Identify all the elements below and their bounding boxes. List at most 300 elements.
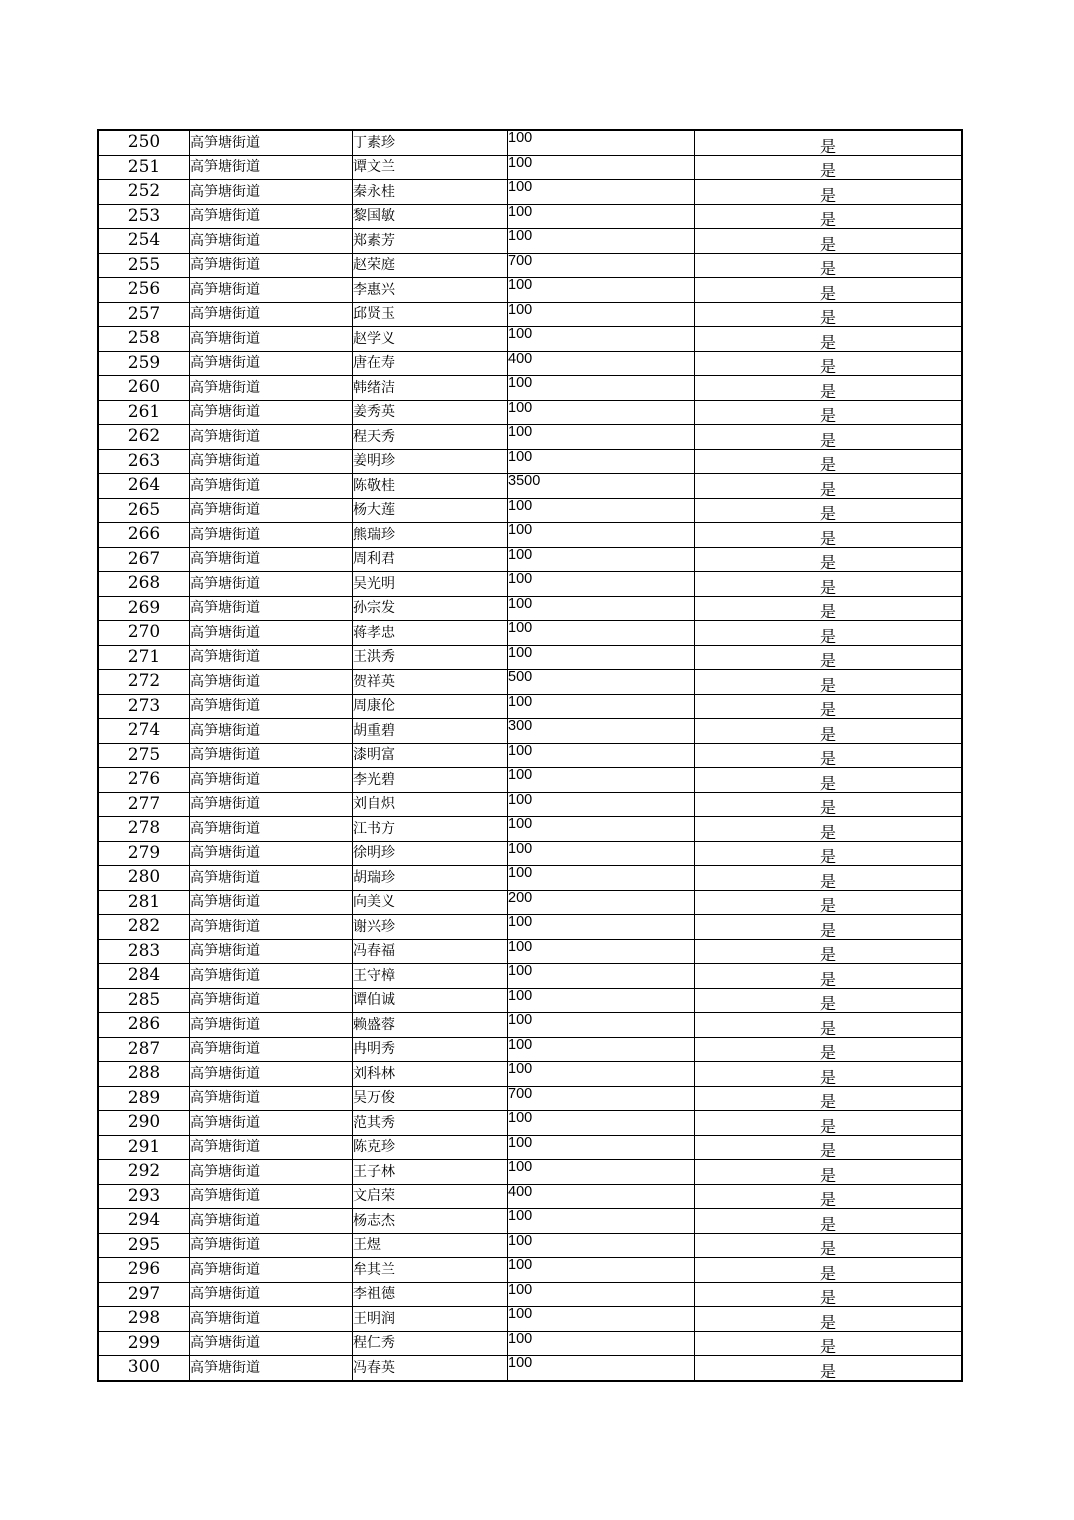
- row-number-cell: 297: [98, 1282, 190, 1307]
- table-row: [98, 1013, 962, 1038]
- status-cell: 是: [695, 1331, 963, 1356]
- amount-cell: 700: [508, 1086, 695, 1111]
- person-name-cell: 程天秀: [353, 425, 508, 450]
- amount-cell: 100: [508, 1209, 695, 1234]
- amount-cell: 100: [508, 1356, 695, 1381]
- table-row: [98, 376, 962, 401]
- status-cell: 是: [695, 768, 963, 793]
- row-number-cell: 293: [98, 1184, 190, 1209]
- amount-cell: 100: [508, 1233, 695, 1258]
- person-name-cell: 范其秀: [353, 1111, 508, 1136]
- amount-cell: 100: [508, 523, 695, 548]
- person-name-cell: 胡瑞珍: [353, 866, 508, 891]
- person-name-cell: 冯春福: [353, 939, 508, 964]
- street-cell: 高笋塘街道: [190, 964, 353, 989]
- street-cell: 高笋塘街道: [190, 229, 353, 254]
- person-name-cell: 姜明珍: [353, 449, 508, 474]
- table-row: [98, 1037, 962, 1062]
- row-number-cell: 279: [98, 841, 190, 866]
- person-name-cell: 谭文兰: [353, 155, 508, 180]
- row-number-cell: 287: [98, 1037, 190, 1062]
- row-number-cell: 296: [98, 1258, 190, 1283]
- row-number-cell: 282: [98, 915, 190, 940]
- street-cell: 高笋塘街道: [190, 1307, 353, 1332]
- person-name-cell: 贺祥英: [353, 670, 508, 695]
- person-name-cell: 韩绪洁: [353, 376, 508, 401]
- person-name-cell: 丁素珍: [353, 130, 508, 155]
- street-cell: 高笋塘街道: [190, 327, 353, 352]
- amount-cell: 100: [508, 498, 695, 523]
- amount-cell: 100: [508, 155, 695, 180]
- row-number-cell: 267: [98, 547, 190, 572]
- status-cell: 是: [695, 474, 963, 499]
- person-name-cell: 周利君: [353, 547, 508, 572]
- status-cell: 是: [695, 841, 963, 866]
- status-cell: 是: [695, 351, 963, 376]
- row-number-cell: 286: [98, 1013, 190, 1038]
- status-cell: 是: [695, 792, 963, 817]
- amount-cell: 100: [508, 1037, 695, 1062]
- status-cell: 是: [695, 964, 963, 989]
- table-row: [98, 523, 962, 548]
- street-cell: 高笋塘街道: [190, 596, 353, 621]
- status-cell: 是: [695, 1135, 963, 1160]
- amount-cell: 100: [508, 204, 695, 229]
- table-row: [98, 1258, 962, 1283]
- amount-cell: 100: [508, 694, 695, 719]
- status-cell: 是: [695, 1258, 963, 1283]
- row-number-cell: 289: [98, 1086, 190, 1111]
- row-number-cell: 295: [98, 1233, 190, 1258]
- status-cell: 是: [695, 890, 963, 915]
- street-cell: 高笋塘街道: [190, 1062, 353, 1087]
- table-row: [98, 1209, 962, 1234]
- table-row: [98, 425, 962, 450]
- amount-cell: 100: [508, 130, 695, 155]
- person-name-cell: 郑素芳: [353, 229, 508, 254]
- amount-cell: 100: [508, 1331, 695, 1356]
- street-cell: 高笋塘街道: [190, 1331, 353, 1356]
- street-cell: 高笋塘街道: [190, 817, 353, 842]
- street-cell: 高笋塘街道: [190, 1209, 353, 1234]
- person-name-cell: 文启荣: [353, 1184, 508, 1209]
- street-cell: 高笋塘街道: [190, 621, 353, 646]
- table-row: [98, 915, 962, 940]
- status-cell: 是: [695, 498, 963, 523]
- table-row: [98, 1160, 962, 1185]
- row-number-cell: 262: [98, 425, 190, 450]
- status-cell: 是: [695, 449, 963, 474]
- table-body: [98, 130, 962, 1381]
- table-row: [98, 229, 962, 254]
- table-row: [98, 400, 962, 425]
- status-cell: 是: [695, 229, 963, 254]
- person-name-cell: 王守樟: [353, 964, 508, 989]
- street-cell: 高笋塘街道: [190, 547, 353, 572]
- row-number-cell: 298: [98, 1307, 190, 1332]
- status-cell: 是: [695, 1013, 963, 1038]
- person-name-cell: 刘科林: [353, 1062, 508, 1087]
- amount-cell: 100: [508, 1258, 695, 1283]
- status-cell: 是: [695, 302, 963, 327]
- row-number-cell: 261: [98, 400, 190, 425]
- table-row: [98, 1086, 962, 1111]
- street-cell: 高笋塘街道: [190, 1013, 353, 1038]
- table-row: [98, 155, 962, 180]
- row-number-cell: 258: [98, 327, 190, 352]
- person-name-cell: 谢兴珍: [353, 915, 508, 940]
- row-number-cell: 280: [98, 866, 190, 891]
- table-row: [98, 866, 962, 891]
- table-row: [98, 1062, 962, 1087]
- status-cell: 是: [695, 1111, 963, 1136]
- person-name-cell: 邱贤玉: [353, 302, 508, 327]
- person-name-cell: 赖盛蓉: [353, 1013, 508, 1038]
- amount-cell: 100: [508, 621, 695, 646]
- amount-cell: 100: [508, 302, 695, 327]
- status-cell: 是: [695, 1037, 963, 1062]
- status-cell: 是: [695, 278, 963, 303]
- status-cell: 是: [695, 204, 963, 229]
- person-name-cell: 陈克珍: [353, 1135, 508, 1160]
- person-name-cell: 秦永桂: [353, 180, 508, 205]
- status-cell: 是: [695, 547, 963, 572]
- status-cell: 是: [695, 817, 963, 842]
- table-row: [98, 939, 962, 964]
- amount-cell: 200: [508, 890, 695, 915]
- table-row: [98, 327, 962, 352]
- person-name-cell: 李惠兴: [353, 278, 508, 303]
- street-cell: 高笋塘街道: [190, 939, 353, 964]
- amount-cell: 100: [508, 229, 695, 254]
- status-cell: 是: [695, 719, 963, 744]
- amount-cell: 100: [508, 915, 695, 940]
- row-number-cell: 251: [98, 155, 190, 180]
- amount-cell: 100: [508, 376, 695, 401]
- person-name-cell: 李光碧: [353, 768, 508, 793]
- table-row: [98, 1282, 962, 1307]
- table-row: [98, 130, 962, 155]
- table-row: [98, 1111, 962, 1136]
- street-cell: 高笋塘街道: [190, 474, 353, 499]
- row-number-cell: 291: [98, 1135, 190, 1160]
- row-number-cell: 278: [98, 817, 190, 842]
- amount-cell: 700: [508, 253, 695, 278]
- amount-cell: 100: [508, 425, 695, 450]
- street-cell: 高笋塘街道: [190, 572, 353, 597]
- status-cell: 是: [695, 425, 963, 450]
- person-name-cell: 冯春英: [353, 1356, 508, 1381]
- row-number-cell: 250: [98, 130, 190, 155]
- status-cell: 是: [695, 1233, 963, 1258]
- table-row: [98, 1233, 962, 1258]
- table-row: [98, 719, 962, 744]
- street-cell: 高笋塘街道: [190, 302, 353, 327]
- street-cell: 高笋塘街道: [190, 1135, 353, 1160]
- street-cell: 高笋塘街道: [190, 204, 353, 229]
- street-cell: 高笋塘街道: [190, 866, 353, 891]
- street-cell: 高笋塘街道: [190, 253, 353, 278]
- row-number-cell: 252: [98, 180, 190, 205]
- amount-cell: 100: [508, 1160, 695, 1185]
- street-cell: 高笋塘街道: [190, 155, 353, 180]
- status-cell: 是: [695, 1209, 963, 1234]
- amount-cell: 400: [508, 351, 695, 376]
- person-name-cell: 牟其兰: [353, 1258, 508, 1283]
- row-number-cell: 294: [98, 1209, 190, 1234]
- status-cell: 是: [695, 645, 963, 670]
- status-cell: 是: [695, 130, 963, 155]
- row-number-cell: 266: [98, 523, 190, 548]
- street-cell: 高笋塘街道: [190, 841, 353, 866]
- street-cell: 高笋塘街道: [190, 743, 353, 768]
- row-number-cell: 284: [98, 964, 190, 989]
- amount-cell: 100: [508, 327, 695, 352]
- table-row: [98, 694, 962, 719]
- amount-cell: 100: [508, 1282, 695, 1307]
- status-cell: 是: [695, 670, 963, 695]
- row-number-cell: 271: [98, 645, 190, 670]
- table-row: [98, 1307, 962, 1332]
- amount-cell: 100: [508, 180, 695, 205]
- table-row: [98, 670, 962, 695]
- table-row: [98, 1331, 962, 1356]
- person-name-cell: 赵荣庭: [353, 253, 508, 278]
- street-cell: 高笋塘街道: [190, 425, 353, 450]
- amount-cell: 100: [508, 596, 695, 621]
- person-name-cell: 王洪秀: [353, 645, 508, 670]
- person-name-cell: 江书方: [353, 817, 508, 842]
- status-cell: 是: [695, 1160, 963, 1185]
- street-cell: 高笋塘街道: [190, 278, 353, 303]
- street-cell: 高笋塘街道: [190, 1282, 353, 1307]
- row-number-cell: 269: [98, 596, 190, 621]
- data-table: [97, 129, 963, 1382]
- status-cell: 是: [695, 253, 963, 278]
- person-name-cell: 谭伯诚: [353, 988, 508, 1013]
- amount-cell: 100: [508, 1135, 695, 1160]
- table-row: [98, 204, 962, 229]
- person-name-cell: 王煜: [353, 1233, 508, 1258]
- row-number-cell: 288: [98, 1062, 190, 1087]
- status-cell: 是: [695, 621, 963, 646]
- row-number-cell: 285: [98, 988, 190, 1013]
- table-row: [98, 547, 962, 572]
- row-number-cell: 270: [98, 621, 190, 646]
- person-name-cell: 蒋孝忠: [353, 621, 508, 646]
- status-cell: 是: [695, 1282, 963, 1307]
- amount-cell: 100: [508, 866, 695, 891]
- table-row: [98, 498, 962, 523]
- table-row: [98, 988, 962, 1013]
- table-row: [98, 817, 962, 842]
- person-name-cell: 黎国敏: [353, 204, 508, 229]
- amount-cell: 100: [508, 792, 695, 817]
- street-cell: 高笋塘街道: [190, 498, 353, 523]
- status-cell: 是: [695, 523, 963, 548]
- person-name-cell: 吴万俊: [353, 1086, 508, 1111]
- street-cell: 高笋塘街道: [190, 351, 353, 376]
- row-number-cell: 275: [98, 743, 190, 768]
- street-cell: 高笋塘街道: [190, 376, 353, 401]
- person-name-cell: 陈敬桂: [353, 474, 508, 499]
- person-name-cell: 刘自炽: [353, 792, 508, 817]
- table-row: [98, 792, 962, 817]
- status-cell: 是: [695, 743, 963, 768]
- amount-cell: 100: [508, 1013, 695, 1038]
- person-name-cell: 熊瑞珍: [353, 523, 508, 548]
- person-name-cell: 姜秀英: [353, 400, 508, 425]
- street-cell: 高笋塘街道: [190, 130, 353, 155]
- street-cell: 高笋塘街道: [190, 1184, 353, 1209]
- street-cell: 高笋塘街道: [190, 792, 353, 817]
- table-row: [98, 621, 962, 646]
- row-number-cell: 300: [98, 1356, 190, 1381]
- row-number-cell: 263: [98, 449, 190, 474]
- amount-cell: 100: [508, 572, 695, 597]
- table-row: [98, 743, 962, 768]
- amount-cell: 100: [508, 743, 695, 768]
- table-row: [98, 302, 962, 327]
- status-cell: 是: [695, 939, 963, 964]
- person-name-cell: 李祖德: [353, 1282, 508, 1307]
- row-number-cell: 264: [98, 474, 190, 499]
- person-name-cell: 王子林: [353, 1160, 508, 1185]
- status-cell: 是: [695, 180, 963, 205]
- person-name-cell: 杨志杰: [353, 1209, 508, 1234]
- status-cell: 是: [695, 988, 963, 1013]
- table-row: [98, 768, 962, 793]
- status-cell: 是: [695, 1356, 963, 1381]
- amount-cell: 100: [508, 841, 695, 866]
- row-number-cell: 299: [98, 1331, 190, 1356]
- person-name-cell: 胡重碧: [353, 719, 508, 744]
- status-cell: 是: [695, 1307, 963, 1332]
- row-number-cell: 253: [98, 204, 190, 229]
- table-row: [98, 1135, 962, 1160]
- row-number-cell: 281: [98, 890, 190, 915]
- street-cell: 高笋塘街道: [190, 180, 353, 205]
- street-cell: 高笋塘街道: [190, 1233, 353, 1258]
- amount-cell: 100: [508, 645, 695, 670]
- street-cell: 高笋塘街道: [190, 1111, 353, 1136]
- status-cell: 是: [695, 155, 963, 180]
- person-name-cell: 漆明富: [353, 743, 508, 768]
- amount-cell: 100: [508, 768, 695, 793]
- row-number-cell: 274: [98, 719, 190, 744]
- row-number-cell: 255: [98, 253, 190, 278]
- status-cell: 是: [695, 915, 963, 940]
- row-number-cell: 273: [98, 694, 190, 719]
- street-cell: 高笋塘街道: [190, 1160, 353, 1185]
- street-cell: 高笋塘街道: [190, 523, 353, 548]
- amount-cell: 100: [508, 400, 695, 425]
- status-cell: 是: [695, 1184, 963, 1209]
- street-cell: 高笋塘街道: [190, 670, 353, 695]
- table-row: [98, 841, 962, 866]
- street-cell: 高笋塘街道: [190, 768, 353, 793]
- person-name-cell: 孙宗发: [353, 596, 508, 621]
- amount-cell: 100: [508, 1062, 695, 1087]
- row-number-cell: 290: [98, 1111, 190, 1136]
- status-cell: 是: [695, 596, 963, 621]
- amount-cell: 100: [508, 817, 695, 842]
- status-cell: 是: [695, 1086, 963, 1111]
- table-row: [98, 474, 962, 499]
- row-number-cell: 257: [98, 302, 190, 327]
- row-number-cell: 272: [98, 670, 190, 695]
- amount-cell: 100: [508, 449, 695, 474]
- table-row: [98, 278, 962, 303]
- table-row: [98, 180, 962, 205]
- amount-cell: 100: [508, 1111, 695, 1136]
- table-row: [98, 572, 962, 597]
- table-row: [98, 253, 962, 278]
- table-row: [98, 351, 962, 376]
- status-cell: 是: [695, 327, 963, 352]
- table-row: [98, 1184, 962, 1209]
- street-cell: 高笋塘街道: [190, 719, 353, 744]
- person-name-cell: 杨大莲: [353, 498, 508, 523]
- street-cell: 高笋塘街道: [190, 645, 353, 670]
- table-row: [98, 449, 962, 474]
- person-name-cell: 周康伦: [353, 694, 508, 719]
- street-cell: 高笋塘街道: [190, 890, 353, 915]
- amount-cell: 400: [508, 1184, 695, 1209]
- street-cell: 高笋塘街道: [190, 449, 353, 474]
- person-name-cell: 徐明珍: [353, 841, 508, 866]
- amount-cell: 3500: [508, 474, 695, 499]
- amount-cell: 100: [508, 547, 695, 572]
- street-cell: 高笋塘街道: [190, 694, 353, 719]
- table-row: [98, 596, 962, 621]
- person-name-cell: 吴光明: [353, 572, 508, 597]
- amount-cell: 100: [508, 1307, 695, 1332]
- row-number-cell: 265: [98, 498, 190, 523]
- person-name-cell: 王明润: [353, 1307, 508, 1332]
- street-cell: 高笋塘街道: [190, 400, 353, 425]
- person-name-cell: 唐在寿: [353, 351, 508, 376]
- status-cell: 是: [695, 572, 963, 597]
- status-cell: 是: [695, 400, 963, 425]
- row-number-cell: 283: [98, 939, 190, 964]
- street-cell: 高笋塘街道: [190, 1086, 353, 1111]
- row-number-cell: 260: [98, 376, 190, 401]
- amount-cell: 100: [508, 988, 695, 1013]
- status-cell: 是: [695, 1062, 963, 1087]
- amount-cell: 300: [508, 719, 695, 744]
- person-name-cell: 冉明秀: [353, 1037, 508, 1062]
- table-row: [98, 1356, 962, 1381]
- street-cell: 高笋塘街道: [190, 1258, 353, 1283]
- street-cell: 高笋塘街道: [190, 988, 353, 1013]
- amount-cell: 100: [508, 278, 695, 303]
- row-number-cell: 268: [98, 572, 190, 597]
- row-number-cell: 256: [98, 278, 190, 303]
- street-cell: 高笋塘街道: [190, 1037, 353, 1062]
- status-cell: 是: [695, 866, 963, 891]
- amount-cell: 100: [508, 964, 695, 989]
- status-cell: 是: [695, 376, 963, 401]
- person-name-cell: 赵学义: [353, 327, 508, 352]
- row-number-cell: 254: [98, 229, 190, 254]
- street-cell: 高笋塘街道: [190, 1356, 353, 1381]
- street-cell: 高笋塘街道: [190, 915, 353, 940]
- table-row: [98, 964, 962, 989]
- row-number-cell: 292: [98, 1160, 190, 1185]
- row-number-cell: 259: [98, 351, 190, 376]
- table-row: [98, 645, 962, 670]
